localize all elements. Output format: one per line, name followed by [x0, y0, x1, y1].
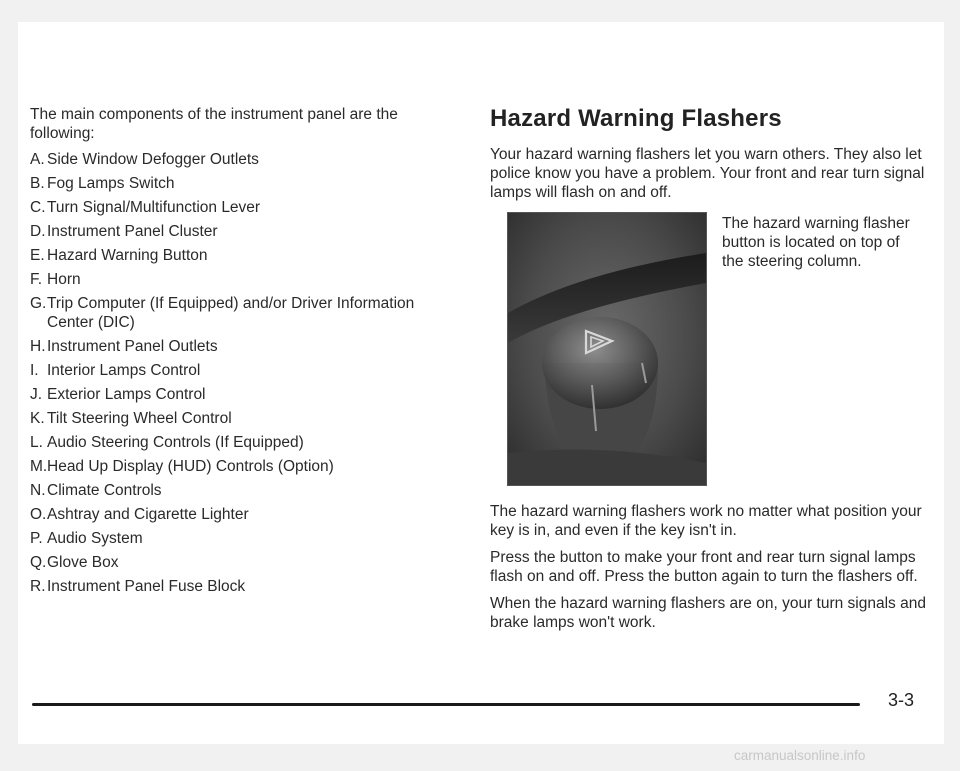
figure-caption: The hazard warning flasher button is located on top of the steering column. — [722, 215, 910, 270]
components-list — [30, 150, 460, 596]
hazard-section — [490, 105, 930, 640]
list-item: D. Instrument Panel Cluster — [30, 223, 218, 240]
hazard-paragraph-button: Press the button to make your front and rear turn signal lamps flash on and off. Press the button again to turn the flashers off. — [490, 549, 918, 585]
list-item: G. Trip Computer (If Equipped) and/or Driver Information Center (DIC) — [30, 295, 415, 331]
list-item: N. Climate Controls — [30, 482, 162, 499]
steering-column-image — [508, 213, 706, 485]
list-item: O. Ashtray and Cigarette Lighter — [30, 506, 249, 523]
manual-page — [18, 22, 944, 744]
list-item: A. Side Window Defogger Outlets — [30, 151, 259, 168]
hazard-figure — [490, 212, 930, 502]
hazard-button-photo — [507, 212, 707, 486]
list-item: L. Audio Steering Controls (If Equipped) — [30, 434, 304, 451]
list-item: R. Instrument Panel Fuse Block — [30, 578, 246, 595]
section-heading: Hazard Warning Flashers — [490, 105, 782, 132]
list-item: K. Tilt Steering Wheel Control — [30, 410, 232, 427]
hazard-paragraph-signals: When the hazard warning flashers are on, your turn signals and brake lamps won't work. — [490, 595, 926, 631]
hazard-paragraph-key: The hazard warning flashers work no matter what position your key is in, and even if the key isn't in. — [490, 503, 922, 539]
hazard-intro-paragraph: Your hazard warning flashers let you warn others. They also let police know you have a problem. Your front and rear turn signal lamps will flash on and off. — [490, 146, 925, 201]
list-item: Q. Glove Box — [30, 554, 119, 571]
page-number: 3-3 — [888, 690, 915, 710]
list-item: B. Fog Lamps Switch — [30, 175, 175, 192]
components-column — [30, 105, 460, 601]
list-item: C. Turn Signal/Multifunction Lever — [30, 199, 261, 216]
list-item: M. Head Up Display (HUD) Controls (Option) — [30, 458, 334, 475]
components-intro: The main components of the instrument panel are the following: — [30, 106, 398, 142]
list-item: H. Instrument Panel Outlets — [30, 338, 218, 355]
footer-rule — [32, 703, 860, 706]
site-watermark[interactable]: carmanualsonline.info — [734, 748, 866, 763]
list-item: F. Horn — [30, 271, 81, 288]
list-item: P. Audio System — [30, 530, 143, 547]
list-item: I. Interior Lamps Control — [30, 362, 201, 379]
list-item: J. Exterior Lamps Control — [30, 386, 206, 403]
list-item: E. Hazard Warning Button — [30, 247, 208, 264]
